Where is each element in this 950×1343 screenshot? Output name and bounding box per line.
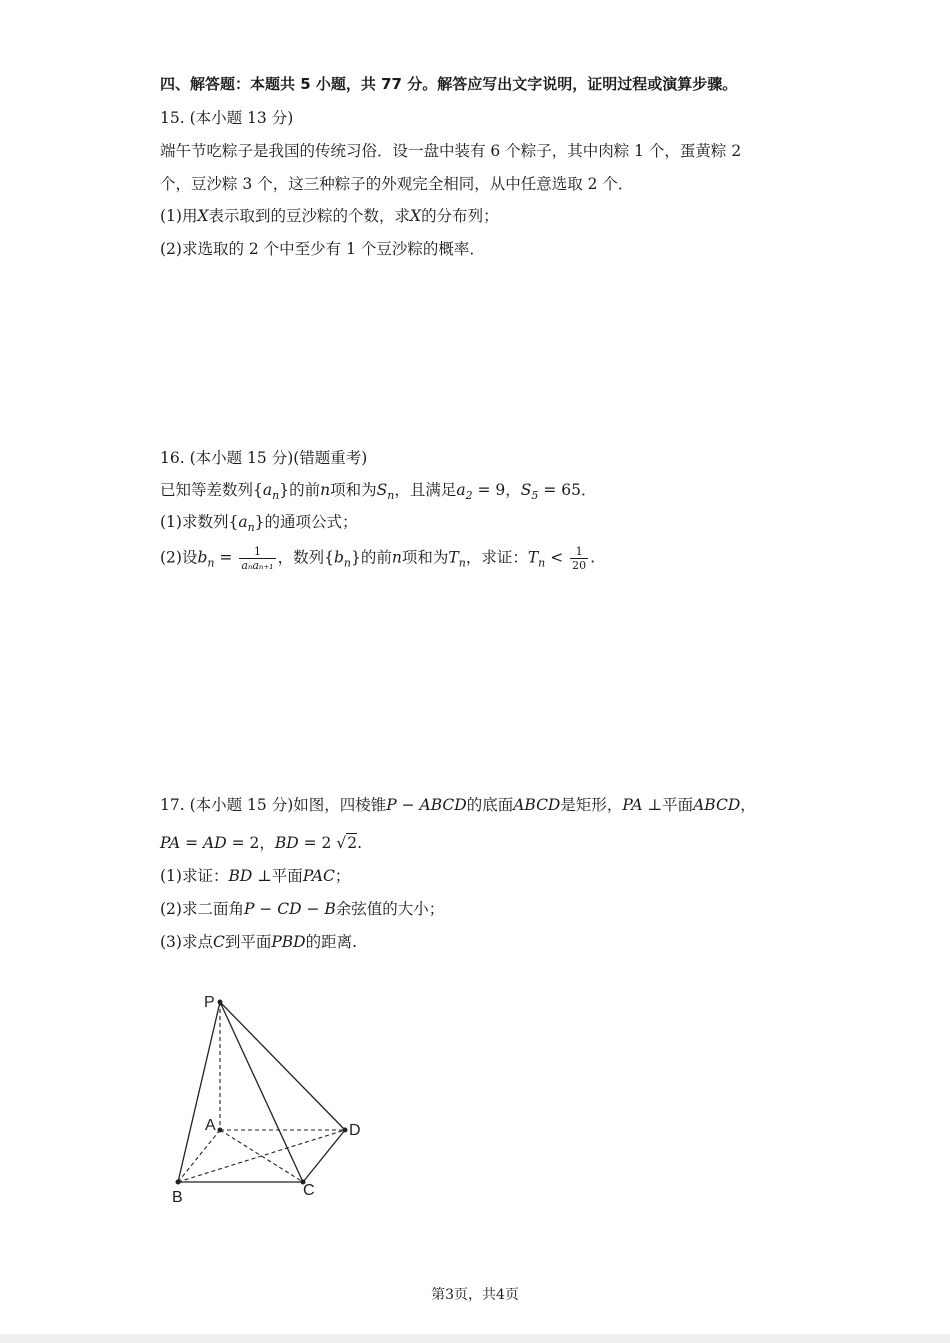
q16-fraction-bound-num: 1 xyxy=(570,545,588,559)
q15-part1-text-b: 表示取到的豆沙粽的个数，求 xyxy=(208,207,411,225)
label-A: A xyxy=(205,1117,216,1134)
q17-title-m1: P − ABCD xyxy=(386,796,467,814)
q17-part2-b: 余弦值的大小； xyxy=(335,900,445,918)
q16-a2: a xyxy=(456,481,466,499)
section-heading: 四、解答题：本题共 5 小题，共 77 分。解答应写出文字说明，证明过程或演算步骤。 xyxy=(160,75,738,93)
q15-part1-text-c: 的分布列； xyxy=(421,207,499,225)
q17-part3-c: 的距离. xyxy=(305,933,358,951)
page-footer: 第3页，共4页 xyxy=(431,1287,519,1303)
q15-stem-line1: 端午节吃粽子是我国的传统习俗．设一盘中装有 6 个粽子，其中肉粽 1 个，蛋黄粽 2 xyxy=(160,142,742,160)
q17-part1 xyxy=(160,865,350,887)
q16-part2-e: 项和为 xyxy=(401,548,449,567)
q16-part2-lt: < xyxy=(545,548,569,567)
q17-title-m3: PA xyxy=(622,796,643,814)
q17-title-a: 17. (本小题 15 分)如图，四棱锥 xyxy=(160,796,387,814)
q16-stem-d: ，且满足 xyxy=(394,481,457,499)
q16-part2-d: }的前 xyxy=(351,548,392,567)
q15-title: 15. (本小题 13 分) xyxy=(160,109,294,127)
q17-part2-a: (2)求二面角 xyxy=(160,900,244,918)
vertex-A xyxy=(218,1128,223,1133)
q17-title-e: ， xyxy=(740,796,756,814)
q16-S5-sub: 5 xyxy=(531,489,539,502)
q16-part2-T: T xyxy=(448,548,459,567)
pyramid-figure xyxy=(150,985,380,1215)
q16-stem-e: = 9， xyxy=(472,481,521,499)
q17-line2-m1: PA = AD xyxy=(160,834,227,852)
q16-fraction-bn-num: 1 xyxy=(239,545,275,559)
q17-line2 xyxy=(160,832,362,854)
q17-part2-m: P − CD − B xyxy=(243,900,336,918)
q16-part2-T2-sub: n xyxy=(538,556,546,570)
q17-line2-b: = 2 √ xyxy=(298,834,347,852)
q17-title-d: ⊥平面 xyxy=(642,796,694,814)
label-P: P xyxy=(204,994,215,1011)
q16-fraction-bound xyxy=(570,545,588,572)
q16-part2-n: n xyxy=(391,548,402,567)
q15-part1-text-a: (1)用 xyxy=(160,207,198,225)
q16-stem-f: = 65． xyxy=(538,481,597,499)
q16-stem-c: 项和为 xyxy=(330,481,377,499)
vertex-P xyxy=(218,1000,223,1005)
edge-PC xyxy=(220,1002,303,1182)
q15-var-x: X xyxy=(197,207,209,225)
vertex-D xyxy=(343,1128,348,1133)
q16-part2-T-sub: n xyxy=(458,556,466,570)
q16-part2-a: (2)设 xyxy=(160,548,198,567)
q16-part2-c: ，数列{ xyxy=(277,548,334,567)
q17-sqrt-radicand: 2 xyxy=(347,834,358,852)
q16-an: a xyxy=(262,481,273,499)
q16-fraction-bound-den: 20 xyxy=(572,559,587,572)
q16-part2-b: b xyxy=(197,548,208,567)
edge-CD xyxy=(303,1130,345,1182)
q15-var-x2: X xyxy=(410,207,422,225)
label-C: C xyxy=(303,1182,315,1199)
q16-fraction-bn-den: aₙaₙ₊₁ xyxy=(241,559,274,572)
vertex-B xyxy=(176,1180,181,1185)
q16-a2-sub: 2 xyxy=(465,489,473,502)
q16-part2-eq: = xyxy=(214,548,238,567)
q17-title-c: 是矩形， xyxy=(560,796,623,814)
q16-part2 xyxy=(160,545,595,575)
q16-part1-a: (1)求数列{ xyxy=(160,513,239,531)
q16-S-sub: n xyxy=(387,489,395,502)
q16-S5: S xyxy=(520,481,532,499)
edge-BD xyxy=(178,1130,345,1182)
q16-n: n xyxy=(320,481,331,499)
bottom-bar xyxy=(0,1334,950,1343)
q15-part1 xyxy=(160,205,499,227)
q17-line2-d: . xyxy=(357,834,363,852)
q17-title xyxy=(160,794,756,816)
q17-line2-a: = 2， xyxy=(226,834,275,852)
q16-fraction-bn xyxy=(239,545,275,572)
q16-part1-an: a xyxy=(238,513,248,531)
q15-part2: (2)求选取的 2 个中至少有 1 个豆沙粽的概率． xyxy=(160,240,485,258)
label-D: D xyxy=(349,1122,361,1139)
q17-part1-b: ⊥平面 xyxy=(252,867,303,885)
q16-S: S xyxy=(376,481,388,499)
q17-part3 xyxy=(160,931,357,953)
q16-part2-b-sub: n xyxy=(207,556,215,570)
q17-title-m4: ABCD xyxy=(693,796,741,814)
q16-part2-f: ，求证： xyxy=(465,548,528,567)
q17-title-m2: ABCD xyxy=(513,796,561,814)
q16-an-sub: n xyxy=(272,489,280,502)
q17-part3-a: (3)求点 xyxy=(160,933,213,951)
q16-part1-b: }的通项公式； xyxy=(254,513,358,531)
q17-part2 xyxy=(160,898,444,920)
q15-stem-line2: 个，豆沙粽 3 个，这三种粽子的外观完全相同，从中任意选取 2 个． xyxy=(160,175,634,193)
q16-part1-an-sub: n xyxy=(247,521,255,534)
q17-part1-m2: PAC xyxy=(302,867,335,885)
edge-PB xyxy=(178,1002,220,1182)
q16-part2-bn-sub: n xyxy=(343,556,351,570)
q17-line2-m2: BD xyxy=(274,834,299,852)
q17-part1-m1: BD xyxy=(228,867,253,885)
q16-stem xyxy=(160,479,596,507)
q16-part1 xyxy=(160,511,358,539)
q16-part2-T2: T xyxy=(527,548,539,567)
q17-part3-m1: C xyxy=(212,933,225,951)
q17-title-b: 的底面 xyxy=(466,796,514,814)
q17-part3-m2: PBD xyxy=(271,933,306,951)
q17-part1-a: (1)求证： xyxy=(160,867,229,885)
q16-title: 16. (本小题 15 分)(错题重考) xyxy=(160,449,368,467)
q17-part3-b: 到平面 xyxy=(224,933,272,951)
q16-stem-b: }的前 xyxy=(279,481,321,499)
edge-PD xyxy=(220,1002,345,1130)
q16-part2-end: . xyxy=(590,548,596,567)
q16-stem-a: 已知等差数列{ xyxy=(160,481,263,499)
q16-part2-bn: b xyxy=(333,548,344,567)
label-B: B xyxy=(172,1189,183,1206)
q17-part1-c: ； xyxy=(334,867,351,885)
